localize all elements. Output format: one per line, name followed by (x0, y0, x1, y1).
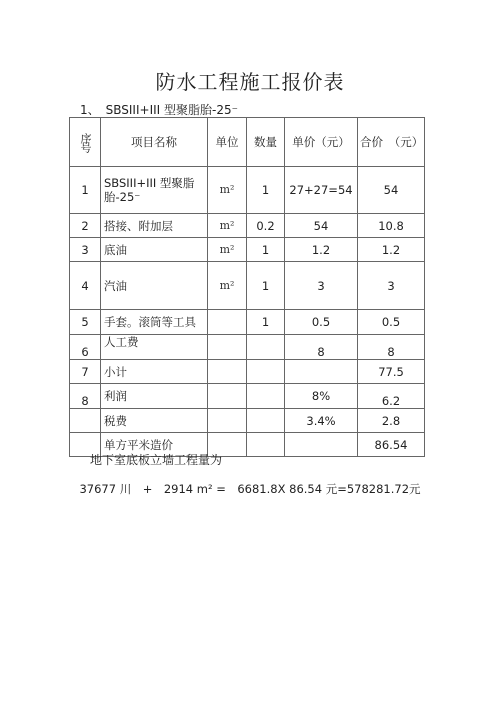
cell-qty: 1 (247, 167, 285, 214)
calculation-line: 37677 川 + 2914 m² = 6681.8X 86.54 元=578281.72元 (79, 482, 421, 496)
cell-name: 小计 (101, 360, 208, 384)
header-unit: 单位 (208, 118, 247, 167)
cell-qty (247, 335, 285, 360)
cell-seq: 2 (70, 214, 101, 238)
cell-price: 8% (285, 384, 358, 409)
cell-seq-text: 8 (81, 394, 89, 408)
cell-unit (208, 409, 247, 433)
cell-price: 1.2 (285, 238, 358, 262)
cell-seq: 1 (70, 167, 101, 214)
table-header-row (70, 118, 425, 167)
header-seq: 序号 (70, 118, 101, 167)
cell-unit: m² (208, 238, 247, 262)
header-total: 合价 （元） (358, 118, 425, 167)
cell-price: 27+27=54 (285, 167, 358, 214)
header-item-name: 项目名称 (101, 118, 208, 167)
cell-total-text: 8 (387, 345, 395, 359)
cell-total: 1.2 (358, 238, 425, 262)
cell-qty (247, 384, 285, 409)
cell-name: 汽油 (101, 262, 208, 310)
cell-name: 底油 (101, 238, 208, 262)
cell-price: 3 (285, 262, 358, 310)
cell-total (358, 384, 425, 409)
cell-price (285, 360, 358, 384)
cell-name-text: 人工费 (104, 335, 139, 349)
quantity-note: 地下室底板立墙工程量为 (90, 453, 223, 467)
cell-name: 利润 (101, 384, 208, 409)
cell-total: 54 (358, 167, 425, 214)
cell-name: 税费 (101, 409, 208, 433)
cell-name: 单方平米造价 (101, 433, 208, 457)
cell-seq (70, 409, 101, 433)
cell-unit (208, 384, 247, 409)
cell-price: 54 (285, 214, 358, 238)
cell-price-text: 8 (317, 345, 325, 359)
cell-unit (208, 310, 247, 335)
cell-total: 10.8 (358, 214, 425, 238)
cell-unit: m² (208, 262, 247, 310)
header-unit-price: 单价（元） (285, 118, 358, 167)
cell-total: 0.5 (358, 310, 425, 335)
cell-seq (70, 335, 101, 360)
cell-total: 3 (358, 262, 425, 310)
cell-total: 86.54 (358, 433, 425, 457)
page-title: 防水工程施工报价表 (155, 70, 345, 94)
section-heading: 1、 SBSIII+III 型聚脂胎-25⁻ (80, 103, 238, 117)
cell-name: SBSIII+III 型聚脂 胎-25⁻ (101, 167, 208, 214)
table-row (70, 335, 425, 360)
cell-price: 0.5 (285, 310, 358, 335)
table-row (70, 409, 425, 433)
table-row (70, 214, 425, 238)
cell-total: 77.5 (358, 360, 425, 384)
cell-name: 手套。滚筒等工具 (101, 310, 208, 335)
cell-seq (70, 384, 101, 409)
table-row (70, 238, 425, 262)
cell-seq: 5 (70, 310, 101, 335)
table-row (70, 310, 425, 335)
cell-unit: m² (208, 167, 247, 214)
cell-qty: 0.2 (247, 214, 285, 238)
quote-table (69, 117, 425, 457)
cell-qty: 1 (247, 238, 285, 262)
table-row (70, 384, 425, 409)
table-row (70, 360, 425, 384)
cell-seq: 3 (70, 238, 101, 262)
cell-qty: 1 (247, 262, 285, 310)
table-row (70, 167, 425, 214)
cell-price (285, 433, 358, 457)
cell-qty: 1 (247, 310, 285, 335)
cell-name: 搭接、附加层 (101, 214, 208, 238)
cell-qty (247, 409, 285, 433)
cell-seq: 4 (70, 262, 101, 310)
cell-unit (208, 335, 247, 360)
cell-seq: 7 (70, 360, 101, 384)
cell-price (285, 335, 358, 360)
cell-total: 2.8 (358, 409, 425, 433)
table-row (70, 262, 425, 310)
cell-qty (247, 360, 285, 384)
cell-unit: m² (208, 214, 247, 238)
cell-total (358, 335, 425, 360)
cell-seq-text: 6 (81, 345, 89, 359)
cell-total-text: 6.2 (381, 394, 401, 408)
cell-price: 3.4% (285, 409, 358, 433)
cell-qty (247, 433, 285, 457)
header-quantity: 数量 (247, 118, 285, 167)
cell-name (101, 335, 208, 360)
cell-unit (208, 360, 247, 384)
